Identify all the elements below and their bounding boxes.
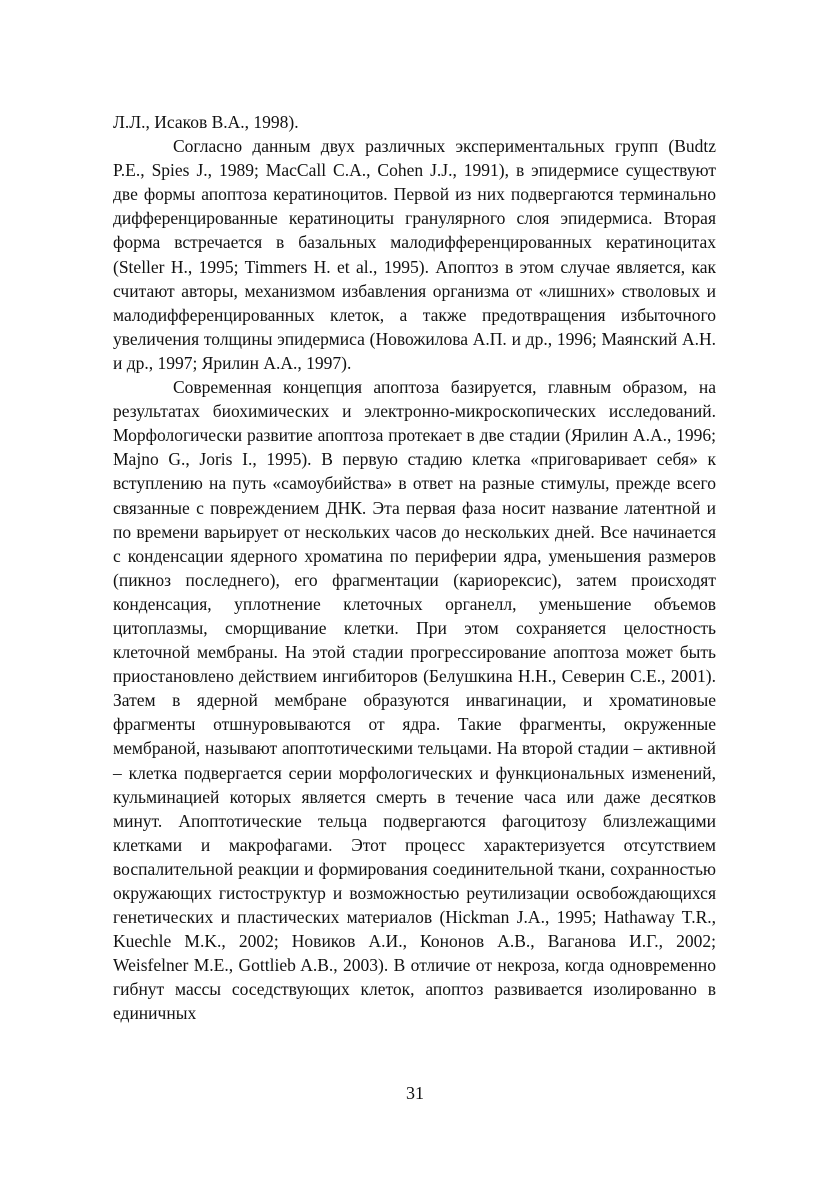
page-number: 31 xyxy=(406,1083,424,1103)
paragraph-continuation: Л.Л., Исаков В.А., 1998). xyxy=(113,112,299,132)
body-text xyxy=(113,110,716,1026)
paragraph-epidermis-apoptosis: Согласно данным двух различных экспериментальных групп (Budtz P.E., Spies J., 1989; MacCall C.A., Cohen J.J., 1991), в эпидермисе существуют две формы апоптоза кератиноцитов. Первой из них подвергаются терминально дифференцированные кератиноциты гранулярного слоя эпидермиса. Вторая форма встречается в базальных малодифференцированных кератиноцитах (Steller H., 1995; Timmers H. et al., 1995). Апоптоз в этом случае является, как считают авторы, механизмом избавления организма от «лишних» стволовых и малодифференцированных клеток, а также предотвращения избыточного увеличения толщины эпидермиса (Новожилова А.П. и др., 1996; Маянский А.Н. и др., 1997; Ярилин А.А., 1997). xyxy=(113,136,716,373)
paragraph-apoptosis-concept: Современная концепция апоптоза базируется, главным образом, на результатах биохимических и электронно-микроскопических исследований. Морфологически развитие апоптоза протекает в две стадии (Ярилин А.А., 1996; Majno G., Joris I., 1995). В первую стадию клетка «приговаривает себя» к вступлению на путь «самоубийства» в ответ на разные стимулы, прежде всего связанные с повреждением ДНК. Эта первая фаза носит название латентной и по времени варьирует от нескольких часов до нескольких дней. Все начинается с конденсации ядерного хроматина по периферии ядра, уменьшения размеров (пикноз последнего), его фрагментации (кариорексис), затем происходят конденсация, уплотнение клеточных органелл, уменьшение объемов цитоплазмы, сморщивание клетки. При этом сохраняется целостность клеточной мембраны. На этой стадии прогрессирование апоптоза может быть приостановлено действием ингибиторов (Белушкина Н.Н., Северин С.Е., 2001). Затем в ядерной мембране образуются инвагинации, и хроматиновые фрагменты отшнуровываются от ядра. Такие фрагменты, окруженные мембраной, называют апоптотическими тельцами. На второй стадии – активной – клетка подвергается серии морфологических и функциональных изменений, кульминацией которых является смерть в течение часа или даже десятков минут. Апоптотические тельца подвергаются фагоцитозу близлежащими клетками и макрофагами. Этот процесс характеризуется отсутствием воспалительной реакции и формирования соединительной ткани, сохранностью окружающих гистоструктур и возможностью реутилизации освобождающихся генетических и пластических материалов (Hickman J.A., 1995; Hathaway T.R., Kuechle M.K., 2002; Новиков А.И., Кононов А.В., Ваганова И.Г., 2002; Weisfelner M.E., Gottlieb A.B., 2003). В отличие от некроза, когда одновременно гибнут массы соседствующих клеток, апоптоз развивается изолированно в единичных xyxy=(113,377,716,1024)
